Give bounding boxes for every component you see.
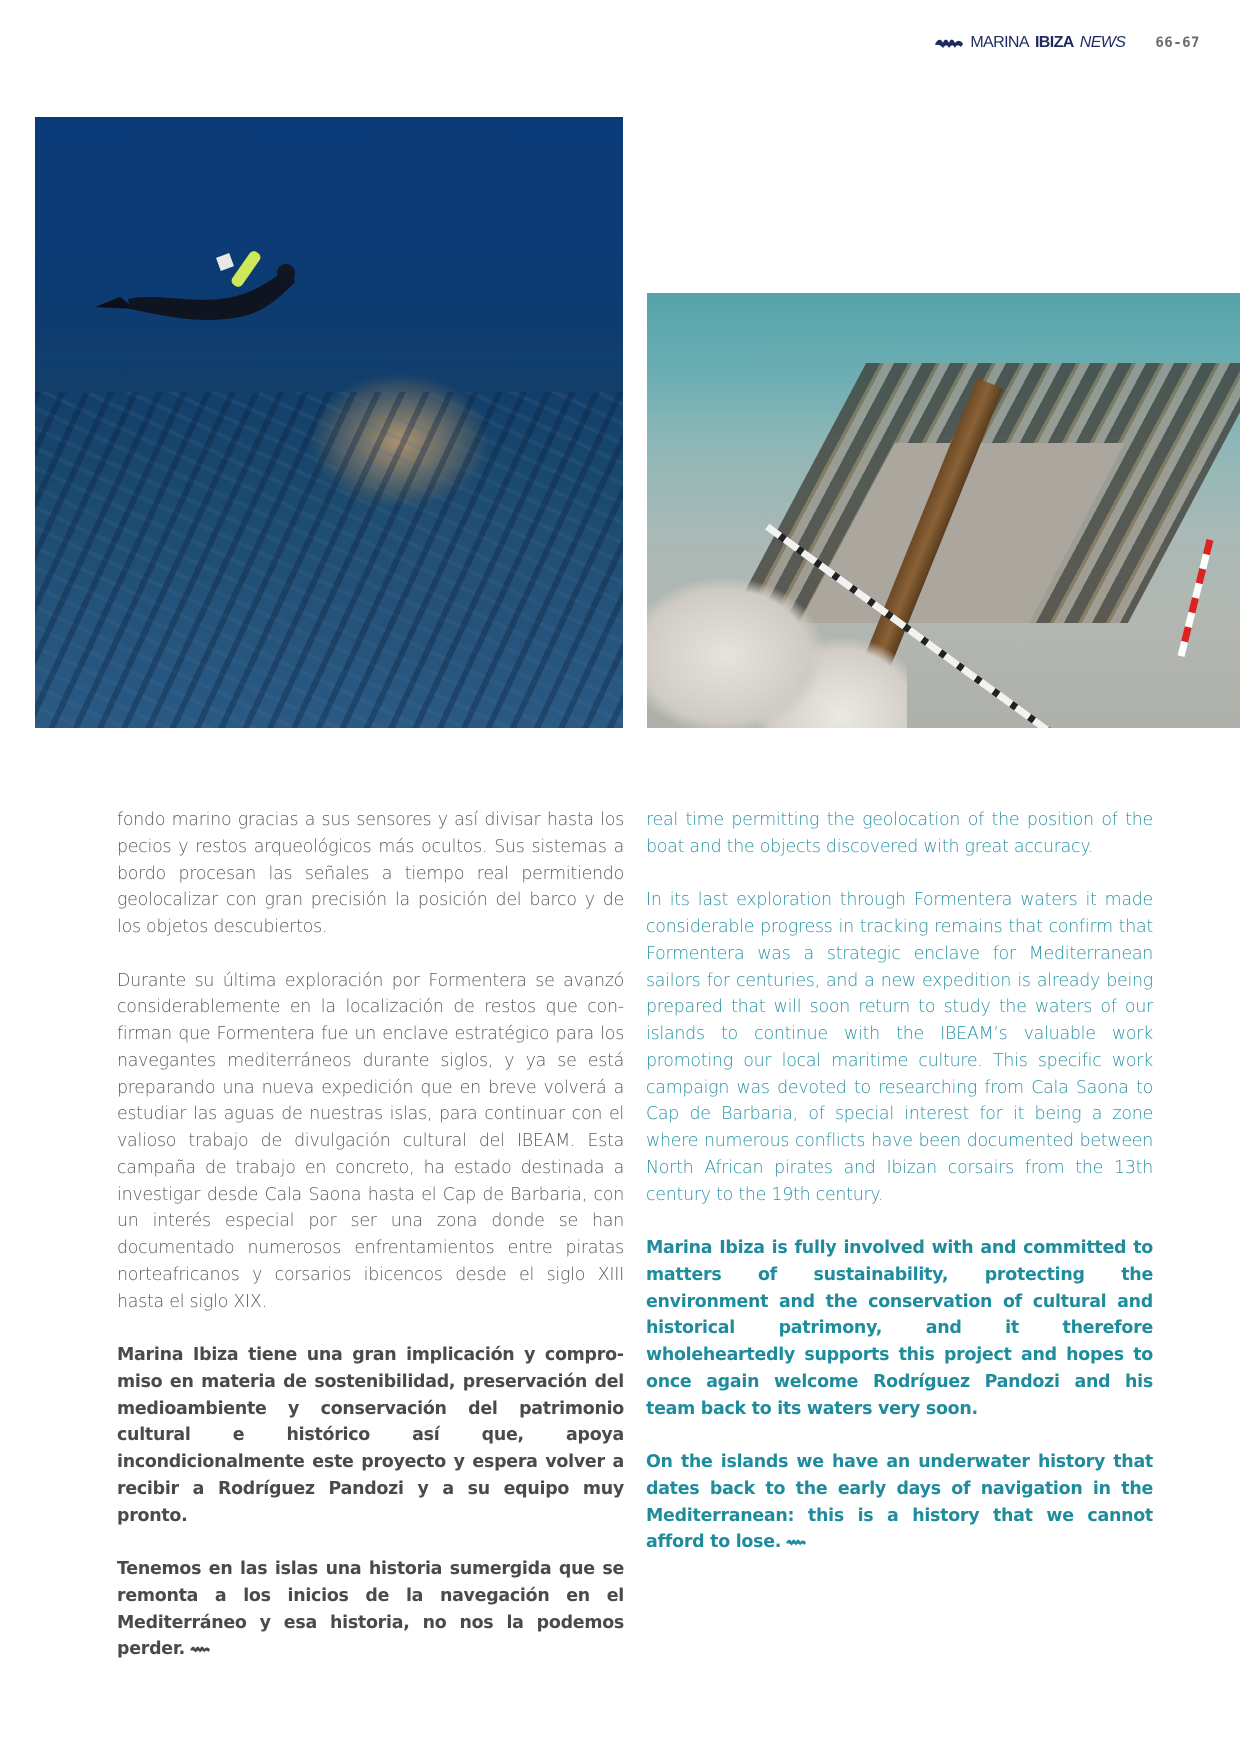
diver-figure [90, 237, 300, 332]
es-paragraph-4 [117, 1556, 624, 1663]
es-paragraph-1: fondo marino gracias a sus sensores y así divisar hasta los pecios y restos arqueológicos más ocultos. Sus sistemas a bordo procesan las señales a tiempo real permitiendo geolocalizar con gran precisión la posición del barco y de los objetos descubiertos. [117, 810, 624, 937]
spanish-column [117, 807, 624, 1690]
photo-hull-excavation [647, 293, 1240, 728]
brand-news: NEWS [1079, 34, 1126, 51]
scale-bar [1178, 539, 1214, 657]
seabed-texture [35, 392, 623, 728]
es-paragraph-2: Durante su última exploración por Formentera se avanzó considerablemente en la localización de restos que confirman que Formentera fue un enclave estratégico para los navegantes mediterráneos durante siglos, y ya se está preparando una nueva expedición que en breve volverá a estudiar las aguas de nuestras islas, para continuar con el valioso trabajo de divulgación cultural del IBEAM. Esta campaña de trabajo en concreto, ha estado destinada a investigar desde Cala Saona hasta el Cap de Barbaria, con un interés especial por ser una zona donde se han documentado numerosos enfrentamientos entre piratas norteafricanos y corsarios ibicencos desde el siglo XIII hasta el siglo XIX. [117, 970, 624, 1312]
page-numbers: 66-67 [1155, 35, 1200, 51]
end-mark-icon [785, 1537, 807, 1547]
es-paragraph-3: Marina Ibiza tiene una gran implicación y compromiso en materia de sostenibilidad, preservación del medioambiente y conservación del patrimonio cultural e histórico así que, apoya incondicionalmente este proyecto y espera volver a recibir a Rodríguez Pandozi y a su equipo muy pronto. [117, 1345, 624, 1526]
en-paragraph-1: real time permitting the geolocation of the position of the boat and the objects discovered with great accuracy. [646, 810, 1153, 857]
english-column [646, 807, 1153, 1583]
brand-logo [934, 34, 1125, 52]
en-paragraph-2: In its last exploration through Formentera waters it made considerable progress in tracking remains that confirm that Formentera was a strategic enclave for Mediterranean sailors for centuries, and a new expedition is already being prepared that will soon return to study the waters of our islands to continue with the IBEAM’s valuable work promoting our local maritime culture. This specific work campaign was devoted to researching from Cala Saona to Cap de Barbaria, of special interest for it being a zone where numerous conflicts have been documented between North African pirates and Ibizan corsairs from the 13th century to the 19th century. [646, 890, 1153, 1205]
es-paragraph-4-text: Tenemos en las islas una historia sumergida que se remonta a los inicios de la navegación en el Mediterráneo y esa historia, no nos la podemos perder. [117, 1559, 624, 1660]
wave-shell-icon [934, 36, 964, 50]
photo-diver-wreck [35, 117, 623, 728]
sandbags [647, 488, 907, 728]
en-paragraph-4-text: On the islands we have an underwater history that dates back to the early days of navigation in the Mediterranean: this is a history that we cannot afford to lose. [646, 1452, 1153, 1553]
en-paragraph-3: Marina Ibiza is fully involved with and committed to matters of sustainability, protecting the environment and the conservation of cultural and historical patrimony, and it therefore wholeheartedly supports this project and hopes to once again welcome Rodríguez Pandozi and his team back to its waters very soon. [646, 1238, 1153, 1419]
end-mark-icon [189, 1644, 211, 1654]
page-header [934, 30, 1200, 56]
en-paragraph-4 [646, 1449, 1153, 1556]
brand-marina: MARINA [970, 34, 1029, 51]
brand-ibiza: IBIZA [1034, 34, 1074, 51]
